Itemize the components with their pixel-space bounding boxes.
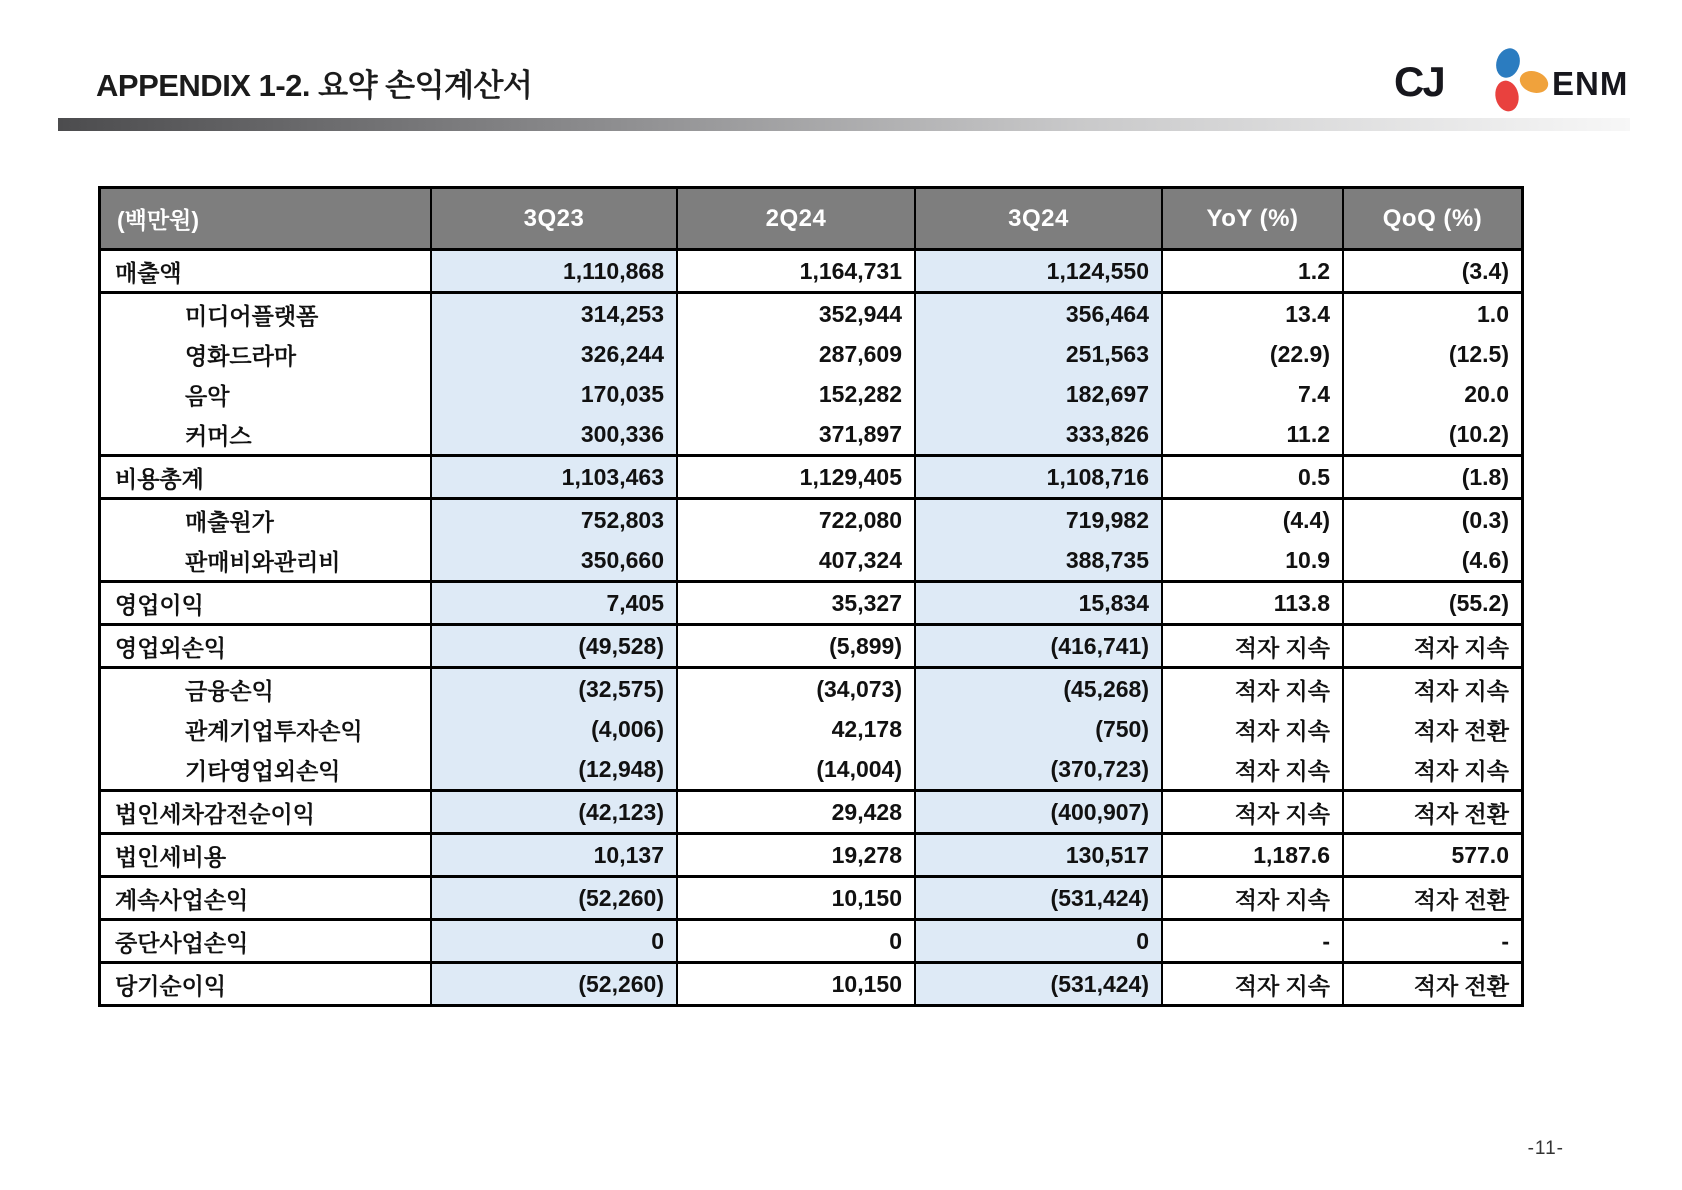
- value-cell: (10.2): [1342, 414, 1521, 454]
- value-cell: 10.9: [1161, 540, 1342, 580]
- cj-enm-logo: [1392, 42, 1626, 116]
- page-title: APPENDIX 1-2. 요약 손익계산서: [96, 68, 533, 103]
- value-cell: 7.4: [1161, 374, 1342, 414]
- value-cell: 719,982: [914, 500, 1161, 540]
- value-cell: 20.0: [1342, 374, 1521, 414]
- value-cell: (1.8): [1342, 457, 1521, 497]
- value-cell: 152,282: [676, 374, 914, 414]
- value-cell: 11.2: [1161, 414, 1342, 454]
- value-cell: -: [1342, 921, 1521, 961]
- value-cell: 350,660: [430, 540, 676, 580]
- column-header-2q24: 2Q24: [676, 189, 914, 248]
- value-cell: (4.4): [1161, 500, 1342, 540]
- row-label: 음악: [185, 382, 230, 409]
- row-label: 매출원가: [185, 508, 274, 535]
- table-row: [101, 749, 1521, 789]
- value-cell: 10,150: [676, 964, 914, 1004]
- value-cell: 적자 지속: [1342, 626, 1521, 666]
- value-cell: 577.0: [1342, 835, 1521, 875]
- petal-orange: [1517, 68, 1551, 97]
- table-body: [101, 251, 1521, 1004]
- table-row: [101, 666, 1521, 709]
- value-cell: 333,826: [914, 414, 1161, 454]
- value-cell: 326,244: [430, 334, 676, 374]
- cj-flower-icon: [1492, 45, 1551, 113]
- row-label: 영화드라마: [185, 342, 297, 369]
- value-cell: 287,609: [676, 334, 914, 374]
- value-cell: (49,528): [430, 626, 676, 666]
- value-cell: (416,741): [914, 626, 1161, 666]
- value-cell: 15,834: [914, 583, 1161, 623]
- row-label: 계속사업손익: [115, 886, 249, 913]
- value-cell: 1,110,868: [430, 251, 676, 291]
- value-cell: (531,424): [914, 878, 1161, 918]
- value-cell: (45,268): [914, 669, 1161, 709]
- table-row: [101, 789, 1521, 832]
- value-cell: 적자 지속: [1161, 669, 1342, 709]
- value-cell: 적자 지속: [1161, 709, 1342, 749]
- value-cell: 7,405: [430, 583, 676, 623]
- value-cell: 113.8: [1161, 583, 1342, 623]
- value-cell: (400,907): [914, 792, 1161, 832]
- value-cell: 35,327: [676, 583, 914, 623]
- value-cell: 적자 전환: [1342, 792, 1521, 832]
- value-cell: 10,150: [676, 878, 914, 918]
- column-header-qoq: QoQ (%): [1342, 189, 1521, 248]
- value-cell: 42,178: [676, 709, 914, 749]
- row-label: 금융손익: [185, 677, 274, 704]
- row-label: 관계기업투자손익: [185, 717, 363, 744]
- table-row: [101, 540, 1521, 580]
- value-cell: (12.5): [1342, 334, 1521, 374]
- table-header-row: [101, 189, 1521, 251]
- value-cell: 300,336: [430, 414, 676, 454]
- value-cell: (5,899): [676, 626, 914, 666]
- value-cell: (52,260): [430, 964, 676, 1004]
- value-cell: 1,187.6: [1161, 835, 1342, 875]
- value-cell: 352,944: [676, 294, 914, 334]
- value-cell: 13.4: [1161, 294, 1342, 334]
- value-cell: (32,575): [430, 669, 676, 709]
- row-label: 매출액: [115, 259, 182, 286]
- value-cell: 182,697: [914, 374, 1161, 414]
- table-row: [101, 623, 1521, 666]
- value-cell: (3.4): [1342, 251, 1521, 291]
- cj-enm-logo-svg: [1392, 42, 1626, 116]
- value-cell: 10,137: [430, 835, 676, 875]
- column-header-3q23: 3Q23: [430, 189, 676, 248]
- table-row: [101, 918, 1521, 961]
- value-cell: (0.3): [1342, 500, 1521, 540]
- value-cell: 적자 전환: [1342, 878, 1521, 918]
- table-row: [101, 251, 1521, 291]
- value-cell: 0: [676, 921, 914, 961]
- row-label: 중단사업손익: [115, 929, 249, 956]
- value-cell: (370,723): [914, 749, 1161, 789]
- value-cell: 1,103,463: [430, 457, 676, 497]
- row-label: 비용총계: [115, 465, 204, 492]
- table-row: [101, 709, 1521, 749]
- value-cell: 314,253: [430, 294, 676, 334]
- row-label: 판매비와관리비: [185, 548, 341, 575]
- table-row: [101, 961, 1521, 1004]
- value-cell: 적자 전환: [1342, 964, 1521, 1004]
- value-cell: 1,124,550: [914, 251, 1161, 291]
- table-row: [101, 832, 1521, 875]
- value-cell: 0: [914, 921, 1161, 961]
- logo-cj-text: CJ: [1394, 58, 1444, 105]
- value-cell: (12,948): [430, 749, 676, 789]
- row-label: 법인세비용: [115, 843, 227, 870]
- row-label: 미디어플랫폼: [185, 302, 319, 329]
- value-cell: (22.9): [1161, 334, 1342, 374]
- value-cell: 356,464: [914, 294, 1161, 334]
- row-label: 영업외손익: [115, 634, 227, 661]
- table-row: [101, 454, 1521, 497]
- unit-label: (백만원): [117, 207, 199, 233]
- value-cell: 29,428: [676, 792, 914, 832]
- column-header-3q24: 3Q24: [914, 189, 1161, 248]
- value-cell: 0.5: [1161, 457, 1342, 497]
- value-cell: (4.6): [1342, 540, 1521, 580]
- value-cell: 적자 지속: [1161, 749, 1342, 789]
- value-cell: (14,004): [676, 749, 914, 789]
- value-cell: 적자 지속: [1161, 792, 1342, 832]
- value-cell: (55.2): [1342, 583, 1521, 623]
- table-row: [101, 580, 1521, 623]
- row-label: 커머스: [185, 422, 252, 449]
- row-label: 당기순이익: [115, 972, 227, 999]
- value-cell: 251,563: [914, 334, 1161, 374]
- value-cell: 371,897: [676, 414, 914, 454]
- value-cell: 1.0: [1342, 294, 1521, 334]
- value-cell: 722,080: [676, 500, 914, 540]
- table-row: [101, 374, 1521, 414]
- value-cell: 752,803: [430, 500, 676, 540]
- value-cell: 적자 지속: [1161, 626, 1342, 666]
- value-cell: 1,164,731: [676, 251, 914, 291]
- value-cell: (531,424): [914, 964, 1161, 1004]
- petal-red: [1493, 78, 1522, 113]
- column-header-yoy: YoY (%): [1161, 189, 1342, 248]
- value-cell: (750): [914, 709, 1161, 749]
- value-cell: 적자 지속: [1161, 964, 1342, 1004]
- income-statement-table: [98, 186, 1524, 1007]
- table-row: [101, 334, 1521, 374]
- value-cell: -: [1161, 921, 1342, 961]
- value-cell: (4,006): [430, 709, 676, 749]
- value-cell: 407,324: [676, 540, 914, 580]
- title-divider: [58, 118, 1630, 131]
- value-cell: 1,108,716: [914, 457, 1161, 497]
- value-cell: 130,517: [914, 835, 1161, 875]
- row-label: 영업이익: [115, 591, 204, 618]
- value-cell: 적자 전환: [1342, 709, 1521, 749]
- table-row: [101, 875, 1521, 918]
- petal-blue: [1492, 45, 1523, 81]
- value-cell: (52,260): [430, 878, 676, 918]
- value-cell: 0: [430, 921, 676, 961]
- value-cell: 170,035: [430, 374, 676, 414]
- value-cell: (42,123): [430, 792, 676, 832]
- value-cell: 적자 지속: [1342, 749, 1521, 789]
- page-number: -11-: [1527, 1138, 1564, 1159]
- table-row: [101, 291, 1521, 334]
- table-row: [101, 414, 1521, 454]
- row-label: 법인세차감전순이익: [115, 800, 315, 827]
- value-cell: 적자 지속: [1342, 669, 1521, 709]
- value-cell: 적자 지속: [1161, 878, 1342, 918]
- row-label: 기타영업외손익: [185, 757, 341, 784]
- value-cell: 388,735: [914, 540, 1161, 580]
- table-row: [101, 497, 1521, 540]
- value-cell: (34,073): [676, 669, 914, 709]
- value-cell: 19,278: [676, 835, 914, 875]
- value-cell: 1,129,405: [676, 457, 914, 497]
- logo-enm-text: ENM: [1552, 65, 1626, 102]
- value-cell: 1.2: [1161, 251, 1342, 291]
